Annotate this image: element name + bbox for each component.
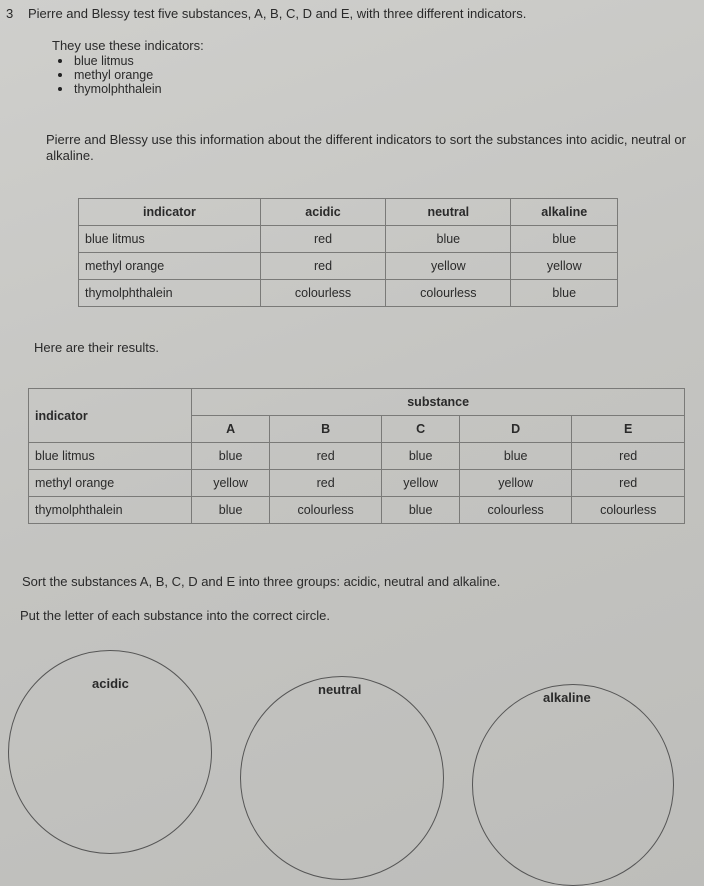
cell: yellow — [386, 253, 511, 280]
cell: thymolphthalein — [79, 280, 261, 307]
cell: red — [269, 470, 382, 497]
cell: red — [260, 226, 385, 253]
cell: blue — [382, 443, 460, 470]
cell: blue litmus — [79, 226, 261, 253]
header-cell: alkaline — [511, 199, 618, 226]
cell: methyl orange — [29, 470, 192, 497]
header-cell: D — [459, 416, 572, 443]
cell: blue — [192, 443, 270, 470]
table-header-row — [29, 389, 685, 416]
cell: colourless — [260, 280, 385, 307]
cell: colourless — [386, 280, 511, 307]
cell: blue — [511, 280, 618, 307]
header-cell: substance — [192, 389, 685, 416]
cell: colourless — [269, 497, 382, 524]
cell: methyl orange — [79, 253, 261, 280]
cell: yellow — [511, 253, 618, 280]
alkaline-label: alkaline — [543, 690, 591, 705]
neutral-circle[interactable] — [240, 676, 444, 880]
results-table — [28, 388, 685, 524]
header-cell: E — [572, 416, 685, 443]
cell: red — [260, 253, 385, 280]
info-table — [78, 198, 618, 307]
neutral-label: neutral — [318, 682, 362, 697]
list-item: methyl orange — [52, 68, 162, 82]
header-cell: C — [382, 416, 460, 443]
acidic-circle[interactable] — [8, 650, 212, 854]
cell: blue — [459, 443, 572, 470]
cell: red — [269, 443, 382, 470]
table-row — [29, 470, 685, 497]
header-cell: neutral — [386, 199, 511, 226]
cell: red — [572, 443, 685, 470]
question-intro: Pierre and Blessy test five substances, A, B, C, D and E, with three different indicators. — [28, 6, 527, 21]
table-row — [29, 443, 685, 470]
header-cell: indicator — [29, 389, 192, 443]
table-header-row — [79, 199, 618, 226]
cell: blue — [192, 497, 270, 524]
table-row — [79, 226, 618, 253]
header-cell: B — [269, 416, 382, 443]
acidic-label: acidic — [92, 676, 129, 691]
indicators-intro: They use these indicators: — [52, 38, 204, 53]
alkaline-circle[interactable] — [472, 684, 674, 886]
table-row — [79, 253, 618, 280]
cell: yellow — [459, 470, 572, 497]
question-number: 3 — [6, 6, 14, 21]
cell: red — [572, 470, 685, 497]
cell: yellow — [192, 470, 270, 497]
results-intro: Here are their results. — [34, 340, 159, 355]
cell: colourless — [459, 497, 572, 524]
cell: blue — [386, 226, 511, 253]
info-text: Pierre and Blessy use this information about the different indicators to sort the substances into acidic, neutral or alkaline. — [46, 132, 686, 163]
indicator-list — [52, 54, 162, 96]
put-instruction: Put the letter of each substance into the correct circle. — [20, 608, 330, 623]
sort-instruction: Sort the substances A, B, C, D and E into three groups: acidic, neutral and alkaline. — [22, 574, 501, 589]
cell: blue — [511, 226, 618, 253]
cell: blue — [382, 497, 460, 524]
cell: thymolphthalein — [29, 497, 192, 524]
list-item: blue litmus — [52, 54, 162, 68]
table-row — [79, 280, 618, 307]
cell: colourless — [572, 497, 685, 524]
cell: blue litmus — [29, 443, 192, 470]
table-row — [29, 497, 685, 524]
list-item: thymolphthalein — [52, 82, 162, 96]
header-cell: indicator — [79, 199, 261, 226]
cell: yellow — [382, 470, 460, 497]
header-cell: acidic — [260, 199, 385, 226]
header-cell: A — [192, 416, 270, 443]
